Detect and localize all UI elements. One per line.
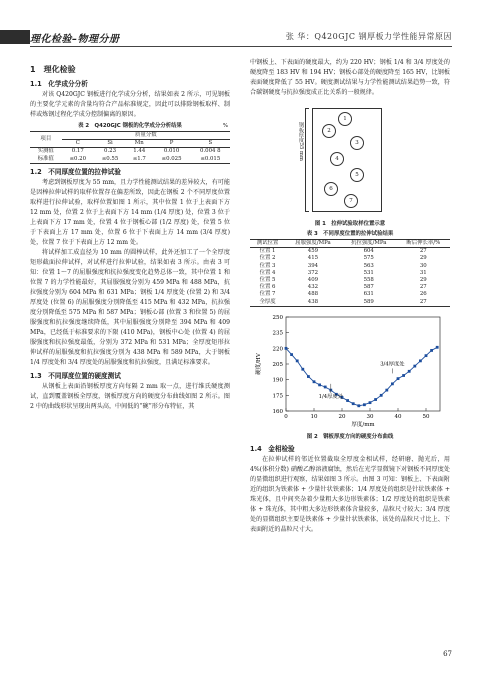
table-2-col: Si — [107, 140, 113, 147]
section-1-4-heading: 1.4 金相检验 — [250, 444, 295, 453]
data-point — [397, 377, 400, 380]
sample-circle: 5 — [350, 168, 364, 182]
data-point — [430, 349, 433, 352]
thickness-label: 钢板厚度55 mm — [298, 122, 304, 161]
y-tick-label: 250 — [272, 314, 283, 321]
data-point — [346, 399, 349, 402]
table-2-row: 标准值 ≤0.20 ≤0.55 ≤1.7 ≤0.025 ≤0.015 — [30, 156, 230, 164]
table-3-row: 位置 5 409 558 29 — [259, 277, 427, 284]
figure-2-chart — [250, 311, 450, 433]
y-tick-label: 190 — [272, 377, 283, 384]
data-point — [285, 347, 288, 350]
data-point — [313, 380, 316, 383]
paragraph-top-right: 中钢板上、下表面的硬度最大，约为 220 HV；钢板 1/4 和 3/4 厚度处的硬度降至 183 HV 和 194 HV；钢板心部处的硬度降至 165 HV，比钢板表面硬度降低了 55 HV。硬度测试结果与力学性能测试结果趋势一致，符合碳钢硬度与抗拉强度成正比关系的一般规律。 — [250, 59, 450, 96]
data-point — [307, 375, 310, 378]
running-title: 张 华：Q420GJC 钢厚板力学性能异常原因 — [285, 32, 452, 41]
table-3-row: 位置 7 488 631 26 — [259, 291, 427, 298]
figure-1 — [250, 102, 450, 220]
section-1-1-heading: 1.1 化学成分分析 — [30, 80, 88, 88]
table-3-row: 全厚度 438 589 27 — [250, 299, 450, 307]
table-3-row: 位置 4 372 531 31 — [259, 269, 427, 276]
paragraph-1-3: 从钢板上表面沿钢板厚度方向每隔 2 mm 取一点，进行维氏硬度测试，直到覆盖钢板全厚度，钢板厚度方向的硬度分布曲线如图 2 所示。图 2 中的曲线形状呈现出两头高，中间低的“碗”形分布特征，其 — [30, 382, 230, 410]
section-1-heading: 1 理化检验 — [30, 65, 76, 74]
data-point — [324, 385, 327, 388]
table-3-row: 位置 1 459 604 27 — [259, 248, 427, 255]
figure-2-caption: 图 2 钢板厚度方向的硬度分布曲线 — [306, 433, 394, 440]
annotation-label: 3/4厚度处 — [380, 361, 405, 368]
sample-circle: 7 — [344, 194, 358, 208]
paragraph-1-2a: 考虑到钢板厚度为 55 mm，且力学性能测试结果的差异较大，有可能是因棒拉伸试样的取样位置存在偏差所致，因此在钢板 2 个不同厚度位置取样进行拉伸试验，取样位置如图 1 所示，其中位置 1 位于上表面下方 12 mm 处，位置 2 位于上表面下方 14 mm (1/4 厚度) 处，位置 3 位于上表面下方 17 mm 处，位置 4 位于钢板心部 (1/2 厚度) 处，位置 5 位于下表面上方 17 mm 处，位置 6 位于下表面上方 14 mm (3/4 厚度) 处，位置 7 位于下表面上方 12 mm 处。 — [30, 178, 230, 246]
section-1-3-heading: 1.3 不同厚度位置的硬度测试 — [30, 371, 121, 380]
data-point — [318, 383, 321, 386]
table-2-col: S — [208, 140, 213, 147]
data-point — [436, 346, 439, 349]
table-2-group-header: 质量分数 — [62, 132, 230, 140]
x-tick-label: 20 — [338, 413, 346, 420]
journal-logo-block — [0, 30, 30, 44]
table-3-col: 抗拉强度/MPa — [350, 240, 387, 246]
page-number: 67 — [443, 650, 452, 658]
annotation-label: 1/4厚度处 — [318, 393, 344, 400]
table-3-row: 位置 2 415 575 29 — [259, 255, 427, 262]
table-3-row: 位置 6 432 587 27 — [259, 284, 427, 291]
x-tick-label: 50 — [422, 413, 430, 420]
paragraph-1-1: 对该 Q420GJC 钢板进行化学成分分析，结果如表 2 所示，可见钢板的主要化学元素的含量均符合产品标准规定，因此可以排除钢板取样、制样或炼钢过程化学成分控制偏离的原因。 — [30, 91, 230, 118]
x-tick-label: 10 — [310, 413, 318, 420]
figure-1-caption: 图 1 拉伸试验取样位置示意 — [314, 221, 386, 227]
section-1-2-heading: 1.2 不同厚度位置的拉伸试验 — [30, 167, 121, 176]
y-tick-label: 235 — [272, 330, 283, 337]
data-point — [301, 368, 304, 371]
paragraph-1-2b: 将试样加工成直径为 10 mm 的圆棒试样，此外还加工了一个全厚度矩形截面拉伸试样，对试样进行拉伸试验，结果如表 3 所示。由表 3 可知：位置 1～7 的屈服强度和抗拉强度变化趋势总体一致，其中位置 1 和位置 7 的力学性能最好，其屈服强度分别为 459 MPa 和 488 MPa，抗拉强度分别为 604 MPa 和 631 MPa；钢板 1/4 厚度处 (位置 2) 和 3/4 厚度处 (位置 6) 的屈服强度分别降低至 415 MPa 和 432 MPa，抗拉强度分别降低至 575 MPa 和 587 MPa；钢板心部 (位置 3 和位置 5) 的屈服强度和抗拉强度继续降低，其中屈服强度分别降至 394 MPa 和 409 MPa，已经低于标准要求的下限 (410 MPa)，钢板中心处 (位置 4) 的屈服强度和抗拉强度最低，分别为 372 MPa 和 531 MPa；全厚度矩形拉伸试样的屈服强度和抗拉强度分别为 438 MPa 和 589 MPa，大于钢板 1/4 厚度处和 3/4 厚度处的屈服强度和抗拉强度，且满足标准要求。 — [30, 248, 230, 366]
left-column — [30, 58, 230, 412]
y-tick-label: 160 — [272, 408, 283, 415]
data-point — [385, 389, 388, 392]
table-3-col: 屈服强度/MPa — [295, 240, 331, 246]
data-point — [419, 359, 422, 362]
x-tick-label: 40 — [394, 413, 402, 420]
data-point — [413, 365, 416, 368]
table-3 — [250, 239, 450, 307]
sample-circle: 6 — [324, 182, 338, 196]
x-tick-label: 0 — [284, 413, 288, 420]
data-point — [391, 382, 394, 385]
data-point — [352, 402, 355, 405]
table-2-caption: 表 2 Q420GJC 钢板的化学成分分析结果 % — [78, 123, 228, 129]
table-2-col: P — [169, 140, 174, 147]
y-tick-label: 175 — [272, 393, 283, 400]
table-2-row: 实测值 0.17 0.23 1.44 0.010 0.004 8 — [37, 148, 221, 155]
x-tick-label: 30 — [366, 413, 374, 420]
data-point — [408, 370, 411, 373]
data-point — [369, 401, 372, 404]
data-point — [402, 374, 405, 377]
table-2 — [30, 131, 230, 164]
sample-circle: 2 — [322, 124, 336, 138]
y-tick-label: 220 — [272, 346, 283, 353]
data-point — [357, 404, 360, 407]
table-3-row: 位置 3 394 563 30 — [259, 262, 427, 269]
table-3-col: 测试位置 — [256, 240, 279, 246]
data-point — [380, 394, 383, 397]
right-column — [250, 58, 450, 535]
table-3-caption: 表 3 不同厚度位置的拉伸试验结果 — [306, 231, 394, 237]
table-2-col: C — [75, 140, 80, 147]
table-2-item-header: 项目 — [30, 132, 62, 148]
x-axis-label: 厚度/mm — [351, 421, 375, 428]
y-tick-label: 205 — [272, 361, 283, 368]
table-3-col: 断后伸长率/% — [406, 240, 441, 246]
table-2-col: Mn — [134, 140, 144, 147]
data-point — [296, 359, 299, 362]
journal-logo-text: 理化检验–物理分册 — [30, 34, 120, 45]
data-point — [374, 398, 377, 401]
header-rule — [30, 46, 452, 47]
sample-circle: 4 — [330, 152, 344, 166]
data-point — [363, 403, 366, 406]
thickness-bracket — [305, 108, 309, 212]
data-point — [425, 354, 428, 357]
y-axis-label: 硬度/HV — [256, 353, 262, 375]
table-2-unit: % — [222, 123, 228, 129]
sample-circle: 1 — [338, 112, 352, 126]
data-point — [290, 353, 293, 356]
paragraph-1-4: 在拉伸试样的邻近位置截取全厚度金相试样，经研磨、抛光后，用 4%(体积分数) 硝酸乙醇溶液腐蚀，然后在光学显微镜下对钢板不同厚度处的显微组织进行观察，结果如图 3 所示。由图 3 可知：钢板上、下表面附近的组织为铁素体 + 少量针状铁素体；1/4 厚度处的组织是针状铁素体 + 珠光体，且中间夹杂着少量粗大多边形铁素体；1/2 厚度处的组织是铁素体 + 珠光体，其中粗大多边形铁素体含量较多，晶粒尺寸较大；3/4 厚度处的显微组织主要是铁素体 + 少量针状铁素体，该处的晶粒尺寸比上、下表面附近的晶粒尺寸大。 — [250, 455, 450, 533]
sample-circle: 3 — [350, 136, 364, 150]
